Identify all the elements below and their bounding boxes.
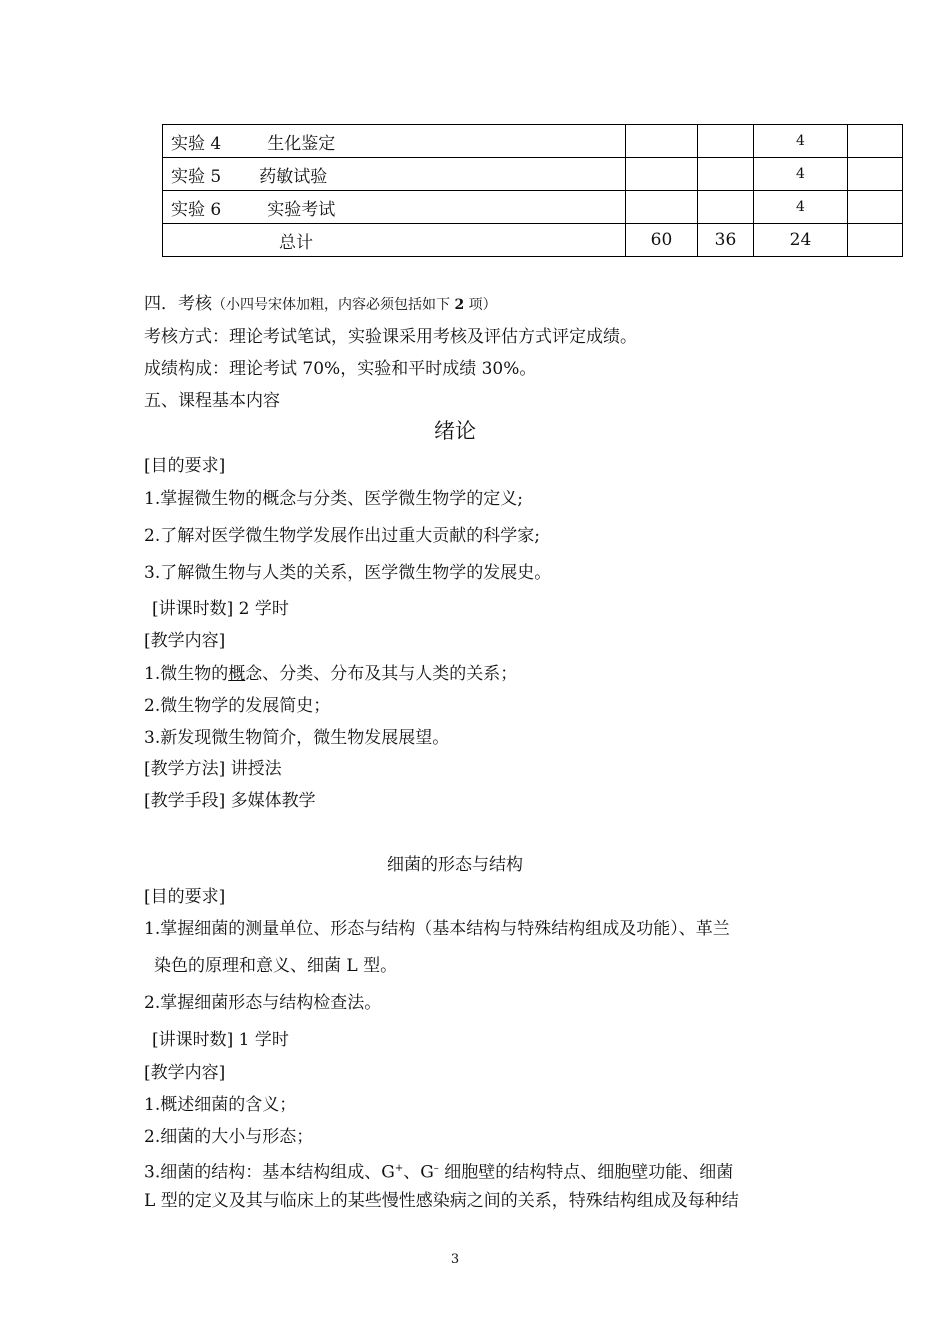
intro-means: [教学手段] 多媒体教学 — [144, 791, 316, 811]
section4-heading-line — [144, 293, 497, 316]
total-label: 总计 — [163, 224, 626, 257]
table-cell-note — [848, 125, 903, 158]
table-cell-total — [626, 191, 698, 224]
bacteria-goal-label: [目的要求] — [144, 887, 226, 907]
table-row — [163, 158, 903, 191]
intro-content-label: [教学内容] — [144, 631, 226, 651]
section4-note: （小四号宋体加粗，内容必须包括如下 2 项） — [212, 297, 497, 313]
bacteria-hours: [讲课时数] 1 学时 — [152, 1030, 289, 1050]
section4-heading: 四．考核 — [144, 294, 212, 314]
bacteria-content-1: 1.概述细菌的含义； — [144, 1095, 297, 1115]
intro-hours: [讲课时数] 2 学时 — [152, 599, 289, 619]
intro-content-2: 2.微生物学的发展简史； — [144, 696, 331, 716]
table-cell-theory — [698, 191, 754, 224]
intro-content-1: 1.微生物的概念、分类、分布及其与人类的关系； — [144, 664, 518, 684]
table-cell-note — [848, 224, 903, 257]
intro-title: 绪论 — [434, 419, 476, 443]
total-hours: 60 — [626, 224, 698, 257]
bacteria-content-2: 2.细菌的大小与形态； — [144, 1127, 314, 1147]
section5-heading: 五、课程基本内容 — [144, 391, 280, 411]
table-cell-experiment: 实验 5 药敏试验 — [163, 158, 626, 191]
grade-composition: 成绩构成：理论考试 70%，实验和平时成绩 30%。 — [144, 359, 537, 379]
table-cell-lab: 4 — [754, 125, 848, 158]
total-lab: 24 — [754, 224, 848, 257]
table-cell-note — [848, 191, 903, 224]
intro-goal-3: 3.了解微生物与人类的关系，医学微生物学的发展史。 — [144, 563, 552, 583]
page-number: 3 — [450, 1252, 460, 1267]
table-row — [163, 125, 903, 158]
table-cell-total — [626, 125, 698, 158]
bacteria-goal-1b: 染色的原理和意义、细菌 L 型。 — [154, 956, 398, 976]
bacteria-content-label: [教学内容] — [144, 1063, 226, 1083]
exam-method: 考核方式：理论考试笔试，实验课采用考核及评估方式评定成绩。 — [144, 327, 637, 347]
table-cell-theory — [698, 158, 754, 191]
table-cell-note — [848, 158, 903, 191]
table-cell-experiment: 实验 4 生化鉴定 — [163, 125, 626, 158]
table-row — [163, 191, 903, 224]
hours-table — [162, 124, 903, 257]
table-cell-total — [626, 158, 698, 191]
table-total-row — [163, 224, 903, 257]
total-theory: 36 — [698, 224, 754, 257]
bacteria-goal-1a: 1.掌握细菌的测量单位、形态与结构（基本结构与特殊结构组成及功能）、革兰 — [144, 919, 730, 939]
table-cell-lab: 4 — [754, 191, 848, 224]
table-cell-experiment: 实验 6 实验考试 — [163, 191, 626, 224]
intro-goal-2: 2.了解对医学微生物学发展作出过重大贡献的科学家; — [144, 526, 540, 546]
bacteria-title: 细菌的形态与结构 — [387, 855, 523, 875]
table-cell-theory — [698, 125, 754, 158]
intro-goal-1: 1.掌握微生物的概念与分类、医学微生物学的定义; — [144, 489, 523, 509]
intro-goal-label: [目的要求] — [144, 456, 226, 476]
table-cell-lab: 4 — [754, 158, 848, 191]
bacteria-goal-2: 2.掌握细菌形态与结构检查法。 — [144, 993, 382, 1013]
bacteria-content-3a: 3.细菌的结构：基本结构组成、G+、G– 细胞壁的结构特点、细胞壁功能、细菌 — [144, 1162, 734, 1183]
intro-method: [教学方法] 讲授法 — [144, 759, 282, 779]
bacteria-content-3b: L 型的定义及其与临床上的某些慢性感染病之间的关系，特殊结构组成及每种结 — [144, 1191, 739, 1211]
intro-content-3: 3.新发现微生物简介，微生物发展展望。 — [144, 728, 450, 748]
